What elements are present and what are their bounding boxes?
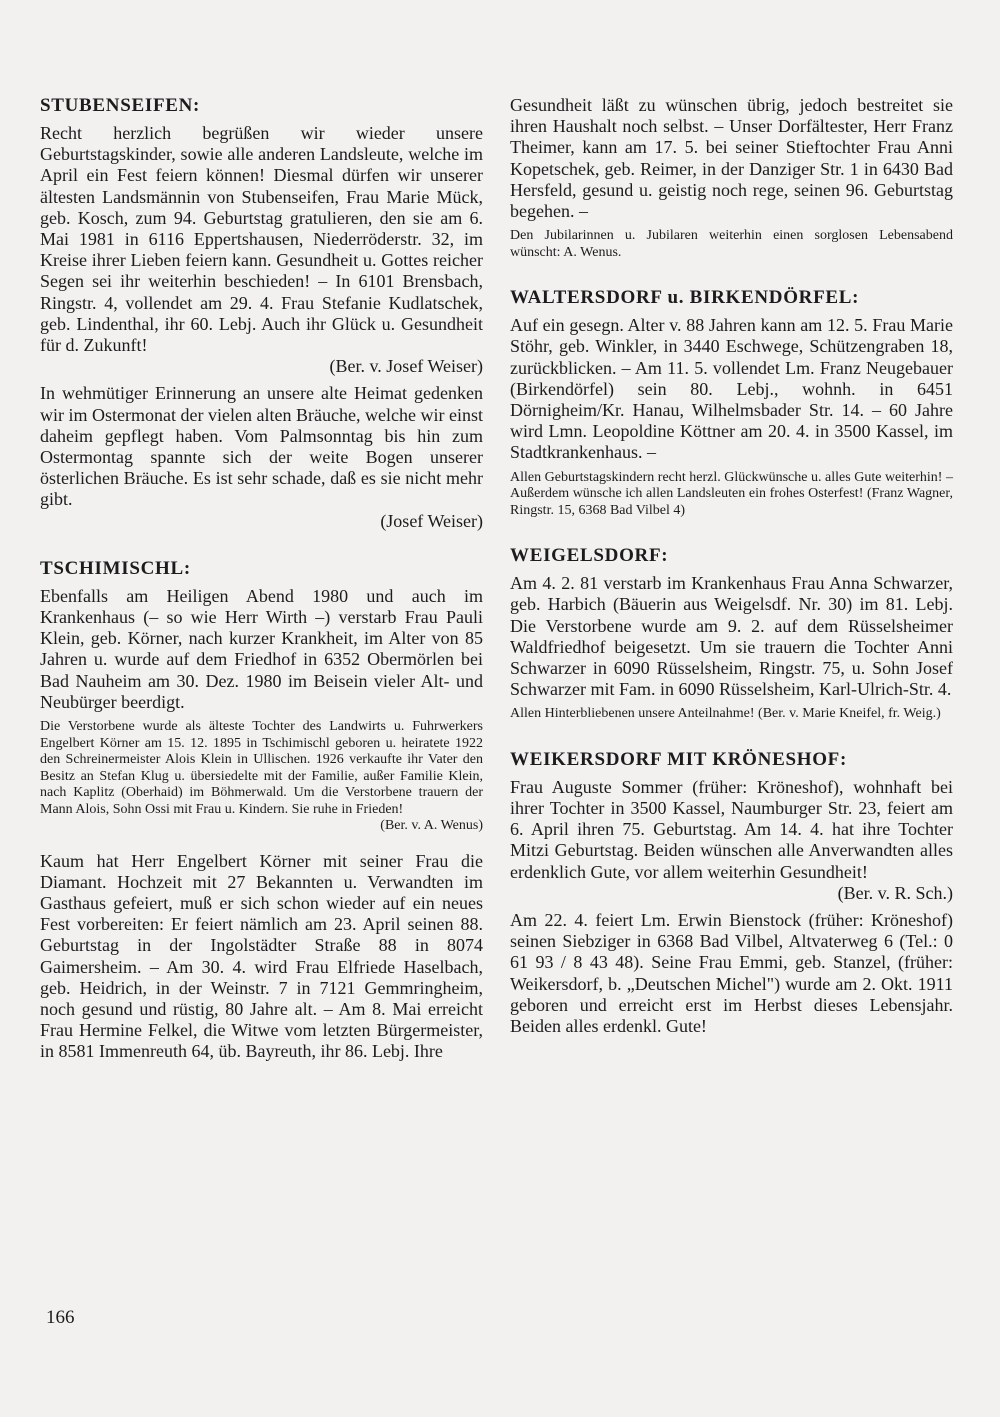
paragraph: Ebenfalls am Heiligen Abend 1980 und auch im Krankenhaus (– so wie Herr Wirth –) verstarb Frau Pauli Klein, geb. Körner, nach kurzer Krankheit, im Alter von 85 Jahren u. wurde auf dem Friedhof in 6352 Obermörlen bei Bad Nauheim am 30. Dez. 1980 im Beisein vieler Alt- und Neubürger beerdigt. — [40, 585, 483, 712]
left-column — [40, 95, 483, 1089]
paragraph: Frau Auguste Sommer (früher: Kröneshof), wohnhaft bei ihrer Tochter in 3500 Kassel, Naumburger Str. 23, feiert am 6. April ihren 75. Geburtstag. Am 14. 4. hat ihre Tochter Mitzi Geburtstag. Beiden wünschen alle Anverwandten alles erdenklich Gute, vor allem weiterhin Gesundheit! — [510, 776, 953, 882]
paragraph-small: Allen Hinterbliebenen unsere Anteilnahme! (Ber. v. Marie Kneifel, fr. Weig.) — [510, 706, 941, 722]
signature: (Ber. v. Josef Weiser) — [329, 356, 483, 377]
paragraph: Gesundheit läßt zu wünschen übrig, jedoch bestreitet sie ihren Haushalt noch selbst. – Unser Dorfältester, Herr Franz Theimer, kann am 17. 5. bei seiner Stieftochter Frau Anni Kopetschek, geb. Reimer, in der Danziger Str. 1 in 6430 Bad Hersfeld, gesund u. geistig noch rege, seinen 96. Geburtstag begehen. – — [510, 95, 953, 222]
paragraph: Kaum hat Herr Engelbert Körner mit seiner Frau die Diamant. Hochzeit mit 27 Bekannten u. Verwandten im Gasthaus gefeiert, muß er sich schon wieder auf ein neues Fest vorbereiten: Er feiert nämlich am 23. April seinen 88. Geburtstag in der Ingolstädter Straße 88 in 8074 Gaimersheim. – Am 30. 4. wird Frau Elfriede Haselbach, geb. Heidrich, in der Weinstr. 7 in 7121 Gemmringheim, noch gesund und rüstig, 80 Jahre alt. – Am 8. Mai erreicht Frau Hermine Felkel, die Witwe vom letzten Bürgermeister, in 8581 Immenreuth 64, üb. Bayreuth, ihr 86. Lebj. Ihre — [40, 850, 483, 1062]
section-title: WEIKERSDORF MIT KRÖNESHOF: — [510, 748, 848, 770]
paragraph: Recht herzlich begrüßen wir wieder unsere Geburtstagskinder, sowie alle anderen Landsleute, welche im April ein Fest feiern können! Diesmal dürfen wir unserer ältesten Landsmännin von Stubenseifen, Frau Marie Mück, geb. Kosch, zum 94. Geburtstag gratulieren, den sie am 6. Mai 1981 in 6116 Eppertshausen, Niederröderstr. 32, im Kreise ihrer Lieben feiern kann. Gesundheit u. Gottes reicher Segen sei ihr weiterhin beschieden! – In 6101 Brensbach, Ringstr. 4, vollendet am 29. 4. Frau Stefanie Kudlatschek, geb. Lindenthal, ihr 60. Lebj. Auch ihr Glück u. Gesundheit für d. Zukunft! — [40, 123, 483, 356]
section-tschimischl — [40, 558, 483, 1063]
section-weikersdorf — [510, 749, 953, 1037]
paragraph-small: Die Verstorbene wurde als älteste Tochter des Landwirts u. Fuhrwerkers Engelbert Körner am 15. 12. 1895 in Tschimischl geboren u. heiratete 1922 den Schreinermeister Alois Klein in Ullischen. 1926 verkaufte ihr Vater den Besitz an Stefan Klug u. übersiedelte mit der Familie, außer Familie Klein, nach Kaplitz (Oberhaid) im Böhmerwald. Um die Verstorbene trauern der Mann Alois, Sohn Ossi mit Frau u. Kindern. Sie ruhe in Frieden! — [40, 719, 483, 817]
section-continuation — [510, 95, 953, 261]
signature: (Josef Weiser) — [380, 510, 483, 531]
signature: (Ber. v. A. Wenus) — [380, 818, 483, 834]
right-column — [510, 95, 953, 1063]
signature: (Ber. v. R. Sch.) — [837, 882, 953, 903]
paragraph: In wehmütiger Erinnerung an unsere alte Heimat gedenken wir im Ostermonat der vielen alten Bräuche, welche wir einst daheim gepflegt haben. Vom Palmsonntag bis hin zum Ostermontag spannte sich der weite Bogen unserer österlichen Bräuche. Es ist sehr schade, daß es sie nicht mehr gibt. — [40, 383, 483, 510]
paragraph: Am 4. 2. 81 verstarb im Krankenhaus Frau Anna Schwarzer, geb. Harbich (Bäuerin aus Weigelsdf. Nr. 30) im 81. Lebj. Die Verstorbene wurde am 9. 2. auf dem Rüsselsheimer Waldfriedhof beigesetzt. Um sie trauern die Tochter Anni Schwarzer in 6090 Rüsselsheim, Ringstr. 75, u. Sohn Josef Schwarzer mit Fam. in 6090 Rüsselsheim, Karl-Ulrich-Str. 4. — [510, 573, 953, 700]
section-title: STUBENSEIFEN: — [40, 95, 201, 116]
paragraph-small: Allen Geburtstagskindern recht herzl. Glückwünsche u. alles Gute weiterhin! – Außerdem wünsche ich allen Landsleuten ein frohes Osterfest! (Franz Wagner, Ringstr. 15, 6368 Bad Vilbel 4) — [510, 469, 953, 518]
paragraph-small: Den Jubilarinnen u. Jubilaren weiterhin einen sorglosen Lebensabend wünscht: A. Wenus. — [510, 228, 953, 260]
section-waltersdorf — [510, 287, 953, 519]
section-weigelsdorf — [510, 545, 953, 723]
section-title: WEIGELSDORF: — [510, 545, 669, 567]
section-title: WALTERSDORF u. BIRKENDÖRFEL: — [510, 287, 860, 309]
section-stubenseifen — [40, 95, 483, 532]
page-number: 166 — [46, 1307, 75, 1328]
section-title: TSCHIMISCHL: — [40, 557, 191, 579]
paragraph: Auf ein gesegn. Alter v. 88 Jahren kann am 12. 5. Frau Marie Stöhr, geb. Winkler, in 3440 Eschwege, Schützengraben 18, zurückblicken. – Am 11. 5. vollendet Lm. Franz Neugebauer (Birkendörfel) sein 80. Lebj., wohnh. in 6451 Dörnigheim/Kr. Hanau, Wilhelmsbader Str. 14. – 60 Jahre wird Lmn. Leopoldine Köttner am 20. 4. in 3500 Kassel, im Stadtkrankenhaus. – — [510, 315, 953, 463]
paragraph: Am 22. 4. feiert Lm. Erwin Bienstock (früher: Kröneshof) seinen Siebziger in 6368 Bad Vilbel, Altvaterweg 6 (Tel.: 0 61 93 / 8 43 48). Seine Frau Emmi, geb. Stanzel, (früher: Weikersdorf, b. „Deutschen Michel") wurde am 2. Okt. 1911 geboren und erreicht erst im Herbst dieses Lebensjahr. Beiden alles erdenkl. Gute! — [510, 910, 953, 1037]
